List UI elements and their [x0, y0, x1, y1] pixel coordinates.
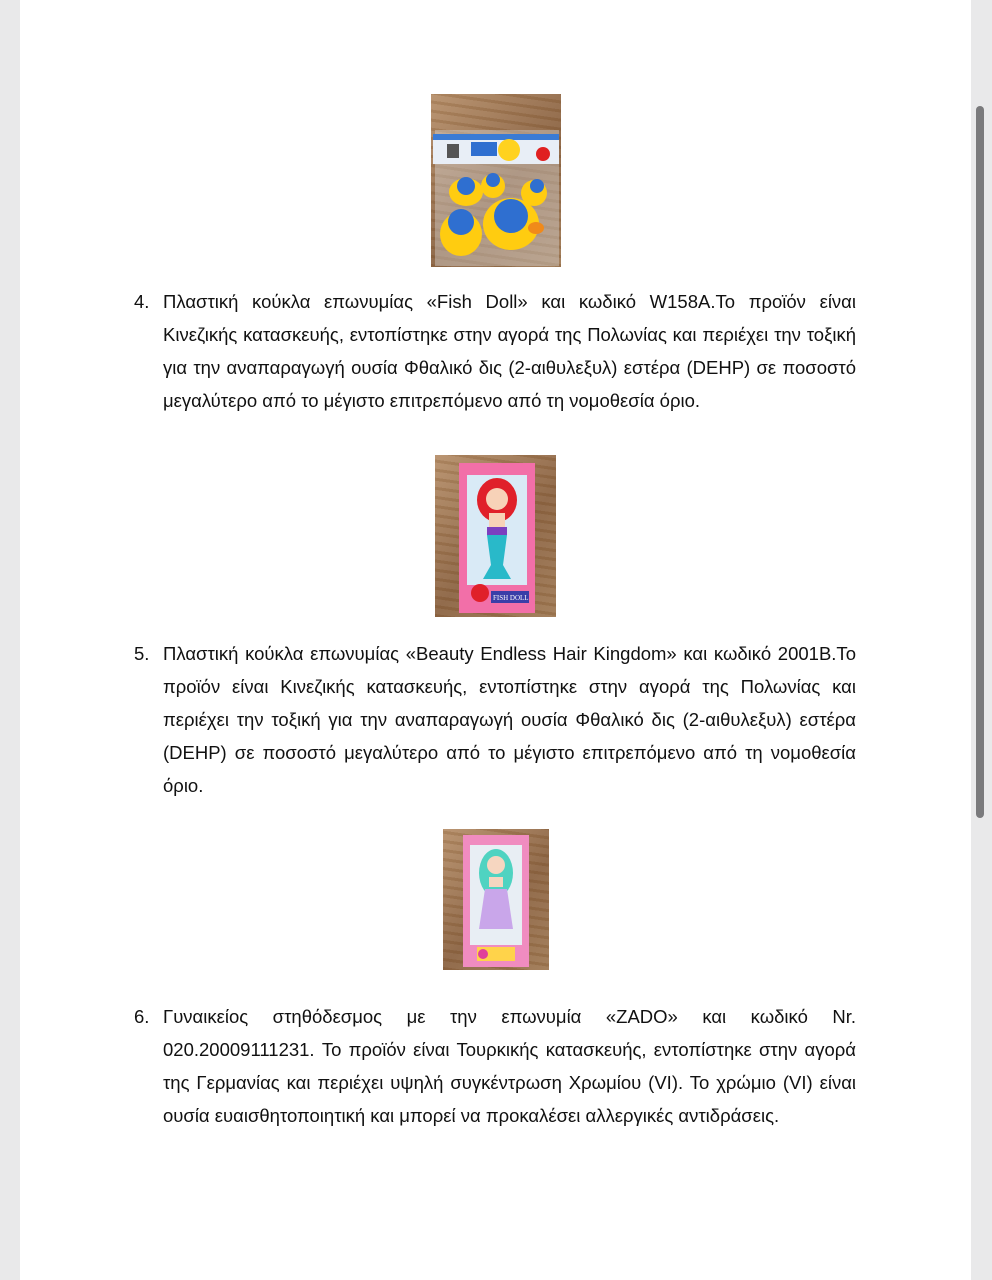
fish-doll-box-label: FISH DOLL	[493, 594, 529, 602]
list-item	[134, 285, 856, 417]
beauty-doll-illustration	[443, 829, 549, 970]
list-item	[134, 637, 856, 802]
vertical-scrollbar[interactable]	[976, 106, 984, 818]
item-number: 6.	[134, 1006, 150, 1027]
rubber-ducks-illustration	[431, 94, 561, 267]
item-text: Γυναικείος στηθόδεσμος με την επωνυμία «ZADO» και κωδικό Nr. 020.20009111231. Το προϊόν είναι Τουρκικής κατασκευής, εντοπίστηκε στην αγορά της Γερμανίας και περιέχει υψηλή συγκέντρωση Χρωμίου (VI). Το χρώμιο (VI) είναι ουσία ευαισθητοποιητική και μπορεί να προκαλέσει αλλεργικές αντιδράσεις.	[163, 1006, 856, 1126]
fish-doll-photo	[435, 455, 556, 617]
item-number: 5.	[134, 643, 150, 664]
item-number: 4.	[134, 291, 150, 312]
beauty-doll-photo	[443, 829, 549, 970]
rubber-ducks-photo	[431, 94, 561, 267]
item-text: Πλαστική κούκλα επωνυμίας «Fish Doll» και κωδικό W158A.Το προϊόν είναι Κινεζικής κατασκευής, εντοπίστηκε στην αγορά της Πολωνίας και περιέχει την τοξική για την αναπαραγωγή ουσία Φθαλικό δις (2-αιθυλεξυλ) εστέρα (DEHP) σε ποσοστό μεγαλύτερο από το μέγιστο επιτρεπόμενο από τη νομοθεσία όριο.	[163, 291, 856, 411]
item-text: Πλαστική κούκλα επωνυμίας «Beauty Endless Hair Kingdom» και κωδικό 2001B.Το προϊόν είναι Κινεζικής κατασκευής, εντοπίστηκε στην αγορά της Πολωνίας και περιέχει την τοξική για την αναπαραγωγή ουσία Φθαλικό δις (2-αιθυλεξυλ) εστέρα (DEHP) σε ποσοστό μεγαλύτερο από το μέγιστο επιτρεπόμενο από τη νομοθεσία όριο.	[163, 643, 856, 796]
list-item	[134, 1000, 856, 1132]
fish-doll-illustration	[435, 455, 556, 617]
